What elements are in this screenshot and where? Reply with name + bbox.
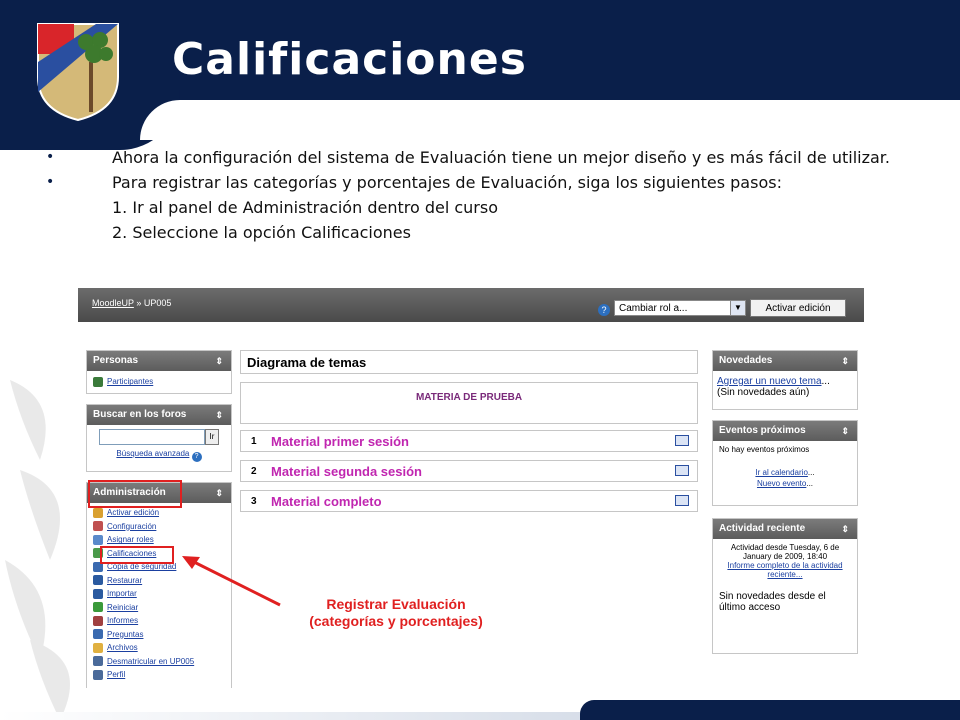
add-topic-link[interactable]: Agregar un nuevo tema [717, 376, 822, 387]
moodle-navbar [78, 288, 864, 322]
menu-item-archivos[interactable] [93, 641, 225, 655]
menu-link[interactable]: Informes [107, 616, 139, 626]
advanced-search-link[interactable]: Búsqueda avanzada [116, 449, 190, 458]
header-curve [140, 100, 960, 140]
highlight-grades-box [100, 546, 174, 564]
roles-icon [93, 535, 103, 545]
collapse-toggle-icon[interactable]: ⇕ [841, 426, 849, 436]
menu-link[interactable]: Calificaciones [107, 548, 157, 558]
block-body [713, 441, 857, 492]
chevron-down-icon: ▼ [730, 301, 745, 315]
step-2: 2. Seleccione la opción Calificaciones [112, 223, 411, 242]
topic-title: Material segunda sesión [271, 464, 422, 479]
ellipsis: ... [806, 479, 814, 488]
new-event-link[interactable]: Nuevo evento [756, 479, 807, 488]
highlight-topic-icon[interactable] [675, 435, 689, 446]
activity-report [719, 561, 851, 579]
menu-link[interactable]: Importar [107, 589, 137, 599]
highlight-topic-icon[interactable] [675, 465, 689, 476]
menu-link[interactable]: Reiniciar [107, 602, 139, 612]
annotation-text [296, 596, 496, 630]
collapse-toggle-icon[interactable]: ⇕ [841, 356, 849, 366]
topic-number: 1 [251, 436, 257, 447]
topic-title: Material primer sesión [271, 434, 409, 449]
collapse-toggle-icon[interactable]: ⇕ [215, 356, 223, 366]
menu-link[interactable]: Asignar roles [107, 535, 154, 545]
breadcrumb-separator: » [136, 298, 142, 308]
menu-item-activar-edicion[interactable] [93, 506, 225, 520]
help-icon[interactable]: ? [192, 452, 202, 462]
topic-number: 3 [251, 496, 257, 507]
help-icon[interactable]: ? [598, 304, 610, 316]
bullet-item [46, 146, 916, 169]
menu-link[interactable]: Configuración [107, 521, 157, 531]
slide-title: Calificaciones [172, 34, 527, 85]
role-select[interactable] [614, 300, 746, 316]
people-icon [93, 377, 103, 387]
breadcrumb [92, 298, 171, 308]
activity-since: Actividad desde Tuesday, 6 de January de 2009, 18:40 [730, 543, 840, 561]
university-crest-icon [36, 22, 120, 122]
calendar-link[interactable]: Ir al calendario [755, 468, 808, 477]
block-header [87, 405, 231, 425]
topic-row [240, 460, 698, 482]
new-event-row [719, 479, 851, 488]
block-title: Administración [93, 487, 166, 498]
menu-item-participantes[interactable] [93, 375, 225, 389]
annotation-line2: (categorías y porcentajes) [309, 613, 483, 629]
block-title: Eventos próximos [719, 425, 806, 436]
news-empty: (Sin novedades aún) [717, 387, 810, 398]
menu-item-desmatricular[interactable] [93, 655, 225, 669]
block-eventos [712, 420, 858, 506]
block-title: Buscar en los foros [93, 409, 187, 420]
block-header [713, 519, 857, 539]
step-1: 1. Ir al panel de Administración dentro del curso [112, 198, 499, 217]
topics-heading: Diagrama de temas [240, 350, 698, 374]
block-title: Novedades [719, 355, 773, 366]
menu-link[interactable]: Desmatricular en UP005 [107, 656, 195, 666]
block-novedades [712, 350, 858, 410]
block-body [87, 425, 231, 464]
breadcrumb-course: UP005 [143, 298, 172, 308]
collapse-toggle-icon[interactable]: ⇕ [841, 524, 849, 534]
ellipsis: ... [807, 468, 815, 477]
activity-report-link[interactable]: Informe completo de la actividad reciente... [727, 561, 843, 579]
news-links [717, 376, 853, 387]
footer-gradient [0, 712, 600, 720]
edit-icon [93, 508, 103, 518]
moodle-screenshot [78, 288, 870, 688]
menu-link[interactable]: Copia de seguridad [107, 562, 177, 572]
activate-edit-button[interactable]: Activar edición [750, 299, 846, 317]
block-title: Personas [93, 355, 139, 366]
activity-empty: Sin novedades desde el último acceso [719, 591, 826, 613]
block-personas [86, 350, 232, 394]
menu-link[interactable]: Archivos [107, 643, 138, 653]
calendar-row [719, 468, 851, 477]
menu-link[interactable]: Restaurar [107, 575, 143, 585]
bullet-item [46, 171, 916, 194]
block-actividad [712, 518, 858, 654]
block-body [713, 371, 857, 403]
bullet-text: Ahora la configuración del sistema de Evaluación tiene un mejor diseño y es más fácil de utilizar. [112, 148, 890, 167]
topic-number: 2 [251, 466, 257, 477]
advanced-search [93, 449, 225, 460]
topic-row [240, 490, 698, 512]
menu-link[interactable]: Preguntas [107, 629, 144, 639]
bullet-text: Para registrar las categorías y porcentajes de Evaluación, siga los siguientes pasos: [112, 173, 782, 192]
footer-bar [580, 700, 960, 720]
course-name: MATERIA DE PRUEBA [240, 382, 698, 424]
ellipsis: ... [821, 376, 830, 387]
breadcrumb-home-link[interactable]: MoodleUP [92, 298, 134, 308]
topic-row [240, 430, 698, 452]
menu-item-preguntas[interactable] [93, 628, 225, 642]
menu-link[interactable]: Activar edición [107, 508, 160, 518]
search-go-button[interactable]: Ir [205, 429, 219, 445]
highlight-topic-icon[interactable] [675, 495, 689, 506]
settings-icon [93, 521, 103, 531]
block-header [713, 351, 857, 371]
topic-title: Material completo [271, 494, 382, 509]
bullet-list [46, 146, 916, 244]
annotation-line1: Registrar Evaluación [326, 596, 466, 612]
role-select-value: Cambiar rol a... [619, 303, 688, 314]
block-header [87, 351, 231, 371]
block-title: Actividad reciente [719, 523, 806, 534]
menu-link[interactable]: Perfil [107, 670, 126, 680]
block-buscar [86, 404, 232, 472]
menu-item-informes[interactable] [93, 614, 225, 628]
menu-item-asignar-roles[interactable] [93, 533, 225, 547]
block-header [713, 421, 857, 441]
folder-icon [93, 643, 103, 653]
profile-icon [93, 670, 103, 680]
menu-item-perfil[interactable] [93, 668, 225, 682]
forum-search-input[interactable] [99, 429, 205, 445]
bullet-marker: • [46, 149, 55, 165]
unenrol-icon [93, 656, 103, 666]
reports-icon [93, 616, 103, 626]
collapse-toggle-icon[interactable]: ⇕ [215, 410, 223, 420]
arrow-icon [178, 553, 288, 613]
leaf-watermark-icon [0, 360, 90, 720]
collapse-toggle-icon[interactable]: ⇕ [215, 488, 223, 498]
import-icon [93, 589, 103, 599]
events-empty: No hay eventos próximos [719, 445, 810, 454]
questions-icon [93, 629, 103, 639]
reset-icon [93, 602, 103, 612]
highlight-admin-box [88, 480, 182, 508]
block-body [713, 539, 857, 617]
menu-link[interactable]: Participantes [107, 377, 154, 387]
bullet-marker: • [46, 174, 55, 190]
restore-icon [93, 575, 103, 585]
block-body [87, 371, 231, 393]
menu-item-configuracion[interactable] [93, 520, 225, 534]
